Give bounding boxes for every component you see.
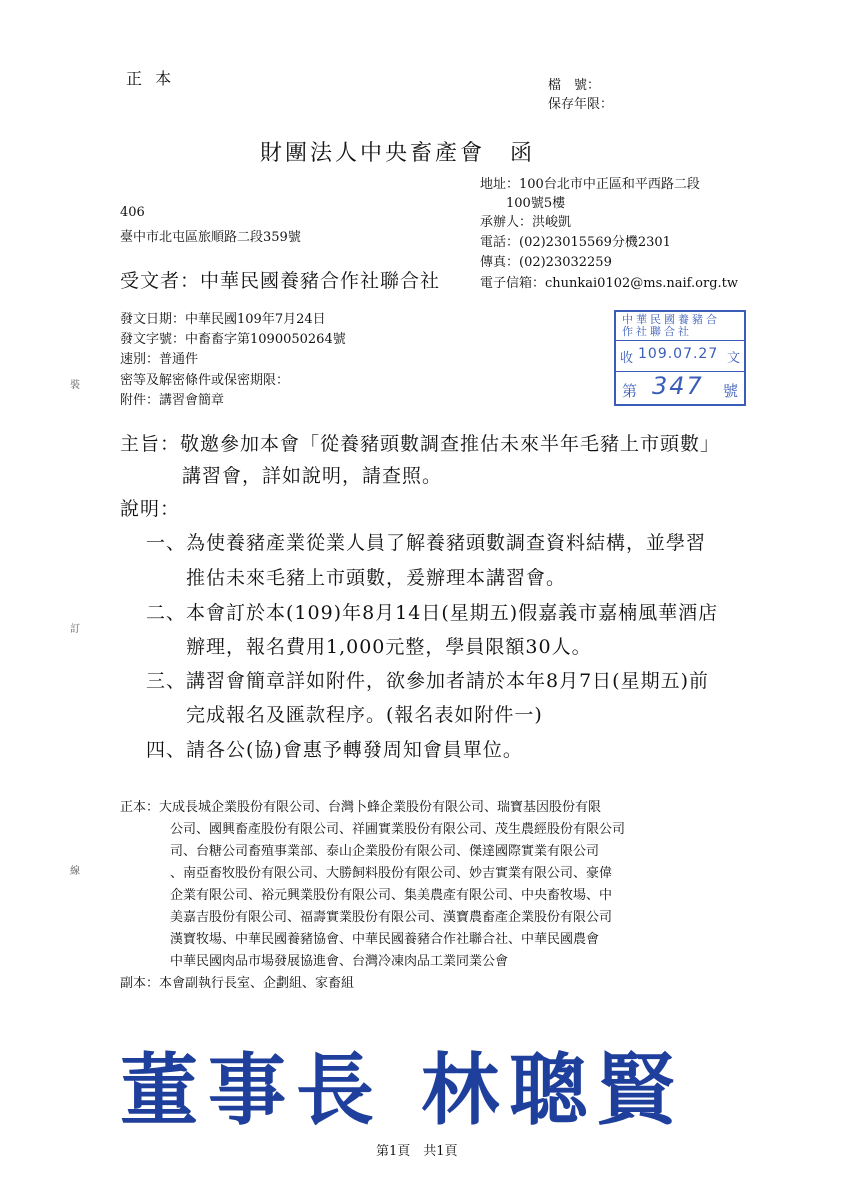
stamp-suffix: 號 xyxy=(722,382,738,400)
explanation-item-2-cont: 辦理，報名費用1,000元整，學員限額30人。 xyxy=(186,636,592,658)
sender-email: 電子信箱：chunkai0102@ms.naif.org.tw xyxy=(480,276,739,291)
stamp-date: 109.07.27 xyxy=(638,346,719,362)
explanation-label: 說明： xyxy=(120,498,181,520)
distribution-line-2: 公司、國興畜產股份有限公司、祥圃實業股份有限公司、茂生農經股份有限公司 xyxy=(170,822,626,837)
explanation-item-1: 一、為使養豬產業從業人員了解養豬頭數調查資料結構，並學習 xyxy=(146,532,707,554)
recipient-postcode: 406 xyxy=(120,205,145,220)
sender-address-line2: 100號5樓 xyxy=(506,196,566,211)
retention-period: 保存年限： xyxy=(548,97,614,112)
distribution-line-6: 美嘉吉股份有限公司、福壽實業股份有限公司、漢寶農畜產企業股份有限公司 xyxy=(170,910,613,925)
recipient-name: 受文者：中華民國養豬合作社聯合社 xyxy=(120,270,441,292)
stamp-side-left: 收 xyxy=(620,351,634,366)
distribution-line-5: 企業有限公司、裕元興業股份有限公司、集美農產有限公司、中央畜牧場、中 xyxy=(170,888,613,903)
explanation-item-3-cont: 完成報名及匯款程序。(報名表如附件一) xyxy=(186,704,543,726)
stamp-org: 中華民國養豬合作社聯合社 xyxy=(622,313,720,338)
speed-class: 速別：普通件 xyxy=(120,352,199,367)
explanation-item-2: 二、本會訂於本(109)年8月14日(星期五)假嘉義市嘉楠風華酒店 xyxy=(146,602,719,624)
explanation-item-4: 四、請各公(協)會惠予轉發周知會員單位。 xyxy=(146,739,523,761)
attachment: 附件：講習會簡章 xyxy=(120,393,225,408)
subject-line-2: 講習會，詳如說明，請查照。 xyxy=(182,465,443,487)
explanation-item-1-cont: 推估未來毛豬上市頭數，爰辦理本講習會。 xyxy=(186,567,567,589)
file-number: 檔 號： xyxy=(548,78,601,93)
binding-mark-top: 裝 xyxy=(70,380,80,391)
signature: 董事長 林聰賢 xyxy=(120,1045,686,1136)
copy-distribution: 副本：本會副執行長室、企劃組、家畜組 xyxy=(120,976,355,991)
stamp-number: 347 xyxy=(652,372,704,400)
sender-fax: 傳真：(02)23032259 xyxy=(480,255,612,270)
recipient-address: 臺中市北屯區旅順路二段359號 xyxy=(120,230,301,245)
binding-mark-bottom: 線 xyxy=(70,866,80,877)
copy-type: 正 本 xyxy=(126,69,176,88)
stamp-prefix: 第 xyxy=(622,382,638,400)
explanation-item-3: 三、講習會簡章詳如附件，欲參加者請於本年8月7日(星期五)前 xyxy=(146,670,710,692)
binding-mark-mid: 訂 xyxy=(70,624,80,635)
stamp-side-right: 文 xyxy=(726,351,740,366)
receipt-stamp xyxy=(614,310,746,406)
distribution-line-8: 中華民國肉品市場發展協進會、台灣冷凍肉品工業同業公會 xyxy=(170,954,509,969)
document-title: 財團法人中央畜產會 函 xyxy=(260,141,536,166)
sender-contact: 承辦人：洪峻凱 xyxy=(480,215,572,230)
sender-phone: 電話：(02)23015569分機2301 xyxy=(480,235,671,250)
distribution-line-1: 正本：大成長城企業股份有限公司、台灣卜蜂企業股份有限公司、瑞寶基因股份有限 xyxy=(120,800,602,815)
document-number: 發文字號：中畜畜字第1090050264號 xyxy=(120,332,346,347)
distribution-line-4: 、南亞畜牧股份有限公司、大勝飼料股份有限公司、妙吉實業有限公司、豪偉 xyxy=(170,866,613,881)
sender-address: 地址：100台北市中正區和平西路二段 xyxy=(480,177,700,192)
security-class: 密等及解密條件或保密期限： xyxy=(120,373,290,388)
distribution-line-7: 漢寶牧場、中華民國養豬協會、中華民國養豬合作社聯合社、中華民國農會 xyxy=(170,932,600,947)
distribution-line-3: 司、台糖公司畜殖事業部、泰山企業股份有限公司、傑達國際實業有限公司 xyxy=(170,844,600,859)
page-footer: 第1頁 共1頁 xyxy=(376,1144,458,1159)
issue-date: 發文日期：中華民國109年7月24日 xyxy=(120,312,326,327)
subject-line-1: 主旨：敬邀參加本會「從養豬頭數調查推估未來半年毛豬上市頭數」 xyxy=(120,433,721,455)
